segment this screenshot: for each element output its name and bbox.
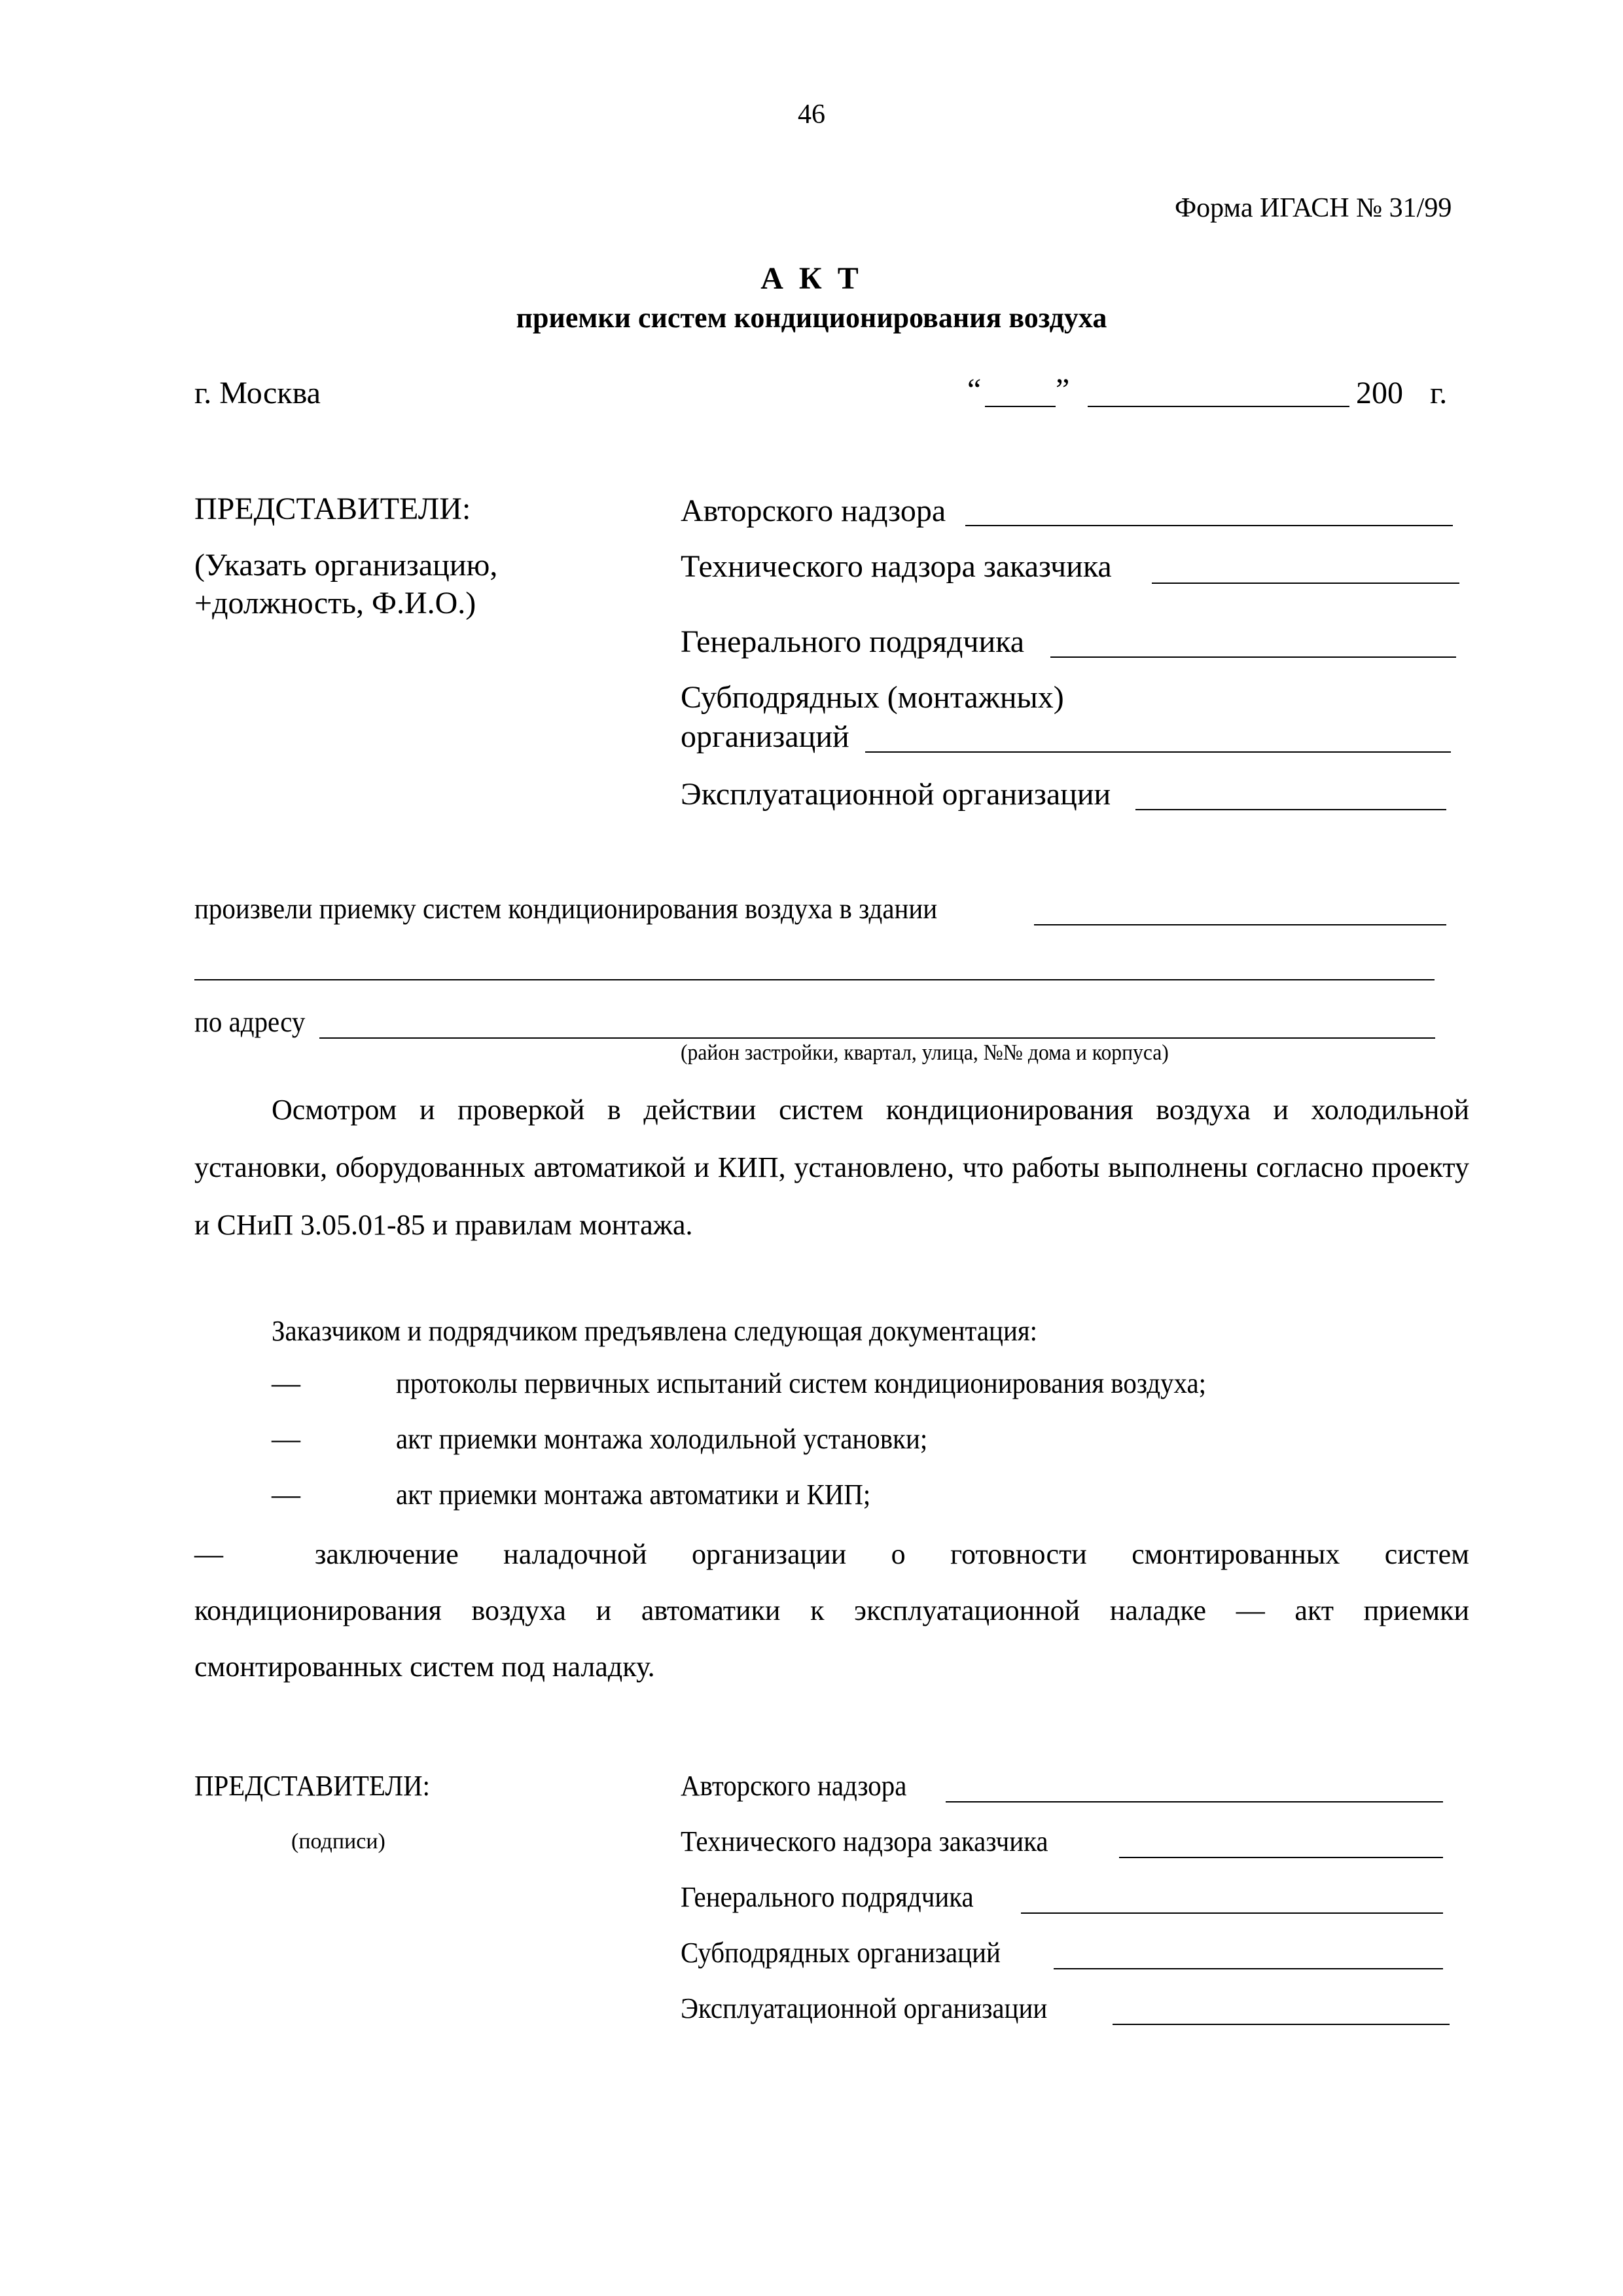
list-item-long: — заключение наладочной организации о готовности смонтированных систем кондиционирования воздуха и автоматики к эксплуатационной наладке — акт приемки смонтированных систем под наладку.: [194, 1538, 1469, 1683]
signature-technical-supervision[interactable]: [1119, 1857, 1443, 1858]
field-label-general-contractor: Генерального подрядчика: [681, 624, 1025, 659]
list-item-dash: —: [272, 1479, 300, 1511]
building-field[interactable]: [1034, 924, 1446, 925]
list-item: акт приемки монтажа автоматики и КИП;: [396, 1479, 871, 1511]
date-open-quote: “: [967, 372, 982, 407]
building-field-continuation[interactable]: [194, 979, 1435, 980]
field-operating-org[interactable]: [1135, 809, 1446, 810]
date-day-field[interactable]: [985, 406, 1056, 407]
signature-label-general-contractor: Генерального подрядчика: [681, 1881, 974, 1913]
field-label-subcontractors-line2: организаций: [681, 719, 849, 754]
form-code: Форма ИГАСН № 31/99: [1175, 193, 1452, 223]
inspection-paragraph: Осмотром и проверкой в действии систем кондиционирования воздуха и холодильной установки, оборудованных автоматикой и КИП, установлено, что работы выполнены согласно проекту и СНиП 3.05.01-85 и правилам монтажа.: [194, 1094, 1469, 1241]
signature-general-contractor[interactable]: [1021, 1912, 1443, 1914]
list-item-dash: —: [272, 1367, 300, 1399]
signature-label-author-supervision: Авторского надзора: [681, 1770, 907, 1802]
field-label-author-supervision: Авторского надзора: [681, 493, 946, 528]
list-item: акт приемки монтажа холодильной установки;: [396, 1423, 928, 1455]
list-item-dash: —: [272, 1423, 300, 1455]
field-label-technical-supervision: Технического надзора заказчика: [681, 549, 1112, 584]
signature-author-supervision[interactable]: [946, 1801, 1443, 1803]
date-year-suffix: г.: [1430, 376, 1448, 410]
field-label-operating-org: Эксплуатационной организации: [681, 777, 1111, 812]
act-title: А К Т: [760, 261, 863, 296]
date-year-prefix: 200: [1356, 376, 1403, 410]
field-label-subcontractors-line1: Субподрядных (монтажных): [681, 680, 1064, 715]
signature-operating-org[interactable]: [1113, 2024, 1450, 2025]
act-subtitle: приемки систем кондиционирования воздуха: [516, 302, 1107, 334]
representatives-note-line2: +должность, Ф.И.О.): [194, 586, 476, 620]
address-field[interactable]: [319, 1037, 1435, 1039]
signatures-note: (подписи): [291, 1829, 385, 1854]
representatives-heading: ПРЕДСТАВИТЕЛИ:: [194, 492, 471, 526]
representatives-note-line1: (Указать организацию,: [194, 548, 498, 583]
signature-label-technical-supervision: Технического надзора заказчика: [681, 1825, 1048, 1857]
city: г. Москва: [194, 376, 321, 410]
list-item: протоколы первичных испытаний систем кондиционирования воздуха;: [396, 1367, 1206, 1399]
address-hint: (район застройки, квартал, улица, №№ дома и корпуса): [681, 1041, 1169, 1065]
date-month-field[interactable]: [1088, 406, 1349, 407]
date-close-quote: ”: [1056, 372, 1070, 407]
signatures-heading: ПРЕДСТАВИТЕЛИ:: [194, 1770, 430, 1802]
documentation-intro: Заказчиком и подрядчиком предъявлена следующая документация:: [272, 1315, 1038, 1347]
address-label: по адресу: [194, 1006, 306, 1038]
signature-subcontractors[interactable]: [1054, 1968, 1443, 1969]
field-technical-supervision[interactable]: [1152, 583, 1459, 584]
signature-label-subcontractors: Субподрядных организаций: [681, 1937, 1001, 1969]
field-subcontractors[interactable]: [865, 751, 1451, 753]
building-label: произвели приемку систем кондиционирования воздуха в здании: [194, 893, 938, 925]
page-number: 46: [798, 99, 825, 130]
field-general-contractor[interactable]: [1050, 656, 1456, 658]
field-author-supervision[interactable]: [965, 525, 1453, 526]
signature-label-operating-org: Эксплуатационной организации: [681, 1992, 1048, 2024]
